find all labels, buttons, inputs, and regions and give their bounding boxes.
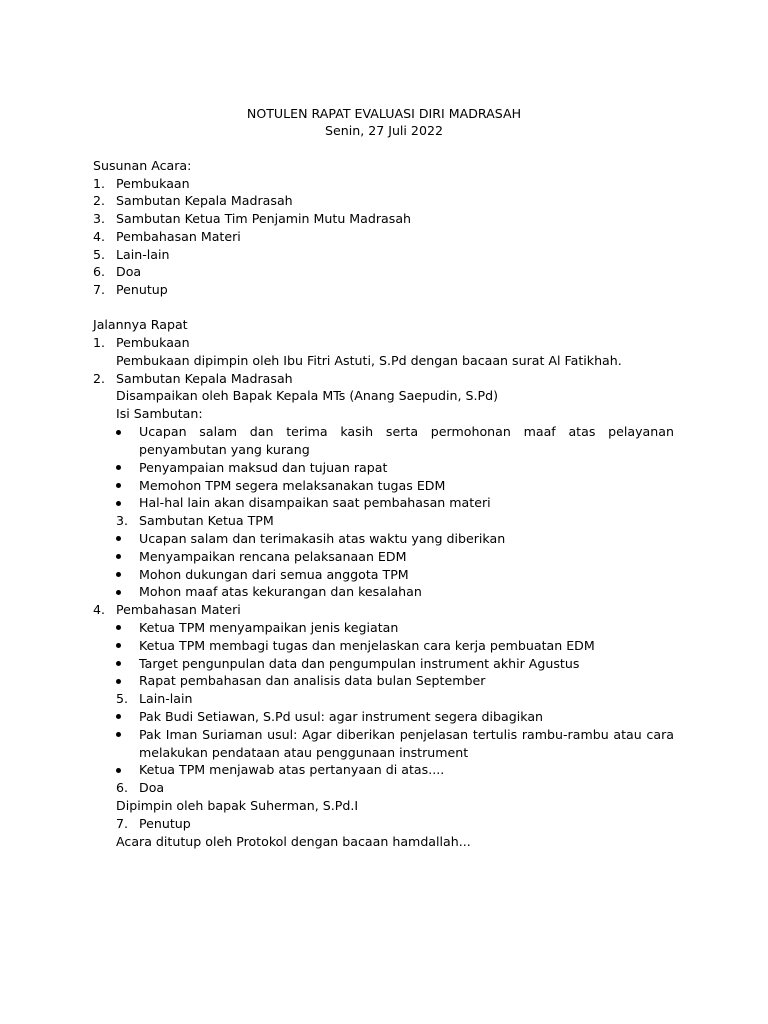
word: penjelasan (399, 727, 469, 742)
section-title: Doa (139, 780, 165, 795)
section-text: Disampaikan oleh Bapak Kepala MTs (Anang Saepudin, S.Pd) (116, 388, 498, 403)
agenda-item-text: Sambutan Ketua Tim Penjamin Mutu Madrasah (116, 211, 412, 226)
section-text: Pembukaan dipimpin oleh Ibu Fitri Astuti, S.Pd dengan bacaan surat Al Fatikhah. (116, 353, 622, 368)
agenda-item-number: 4. (93, 229, 106, 244)
bullet-text: Target pengunpulan data dan pengumpulan instrument akhir Agustus (139, 656, 580, 671)
section-title: Sambutan Ketua TPM (139, 513, 274, 528)
bullet-text: Memohon TPM segera melaksanakan tugas EDM (139, 478, 446, 493)
bullet-text: Rapat pembahasan dan analisis data bulan September (139, 673, 486, 688)
proceedings-heading: Jalannya Rapat (93, 317, 188, 332)
bullet-dot (116, 590, 121, 595)
word: serta (385, 424, 419, 439)
section-number: 6. (116, 780, 129, 795)
word: Agar (302, 727, 332, 742)
word: permohonan (430, 424, 511, 439)
word: salam (199, 424, 238, 439)
bullet-dot (116, 465, 121, 470)
bullet-text: Pak Budi Setiawan, S.Pd usul: agar instrument segera dibagikan (139, 709, 544, 724)
section-text: Acara ditutup oleh Protokol dengan bacaan hamdallah... (116, 834, 471, 849)
bullet-dot (116, 430, 121, 435)
agenda-item-number: 2. (93, 193, 106, 208)
bullet-text: Menyampaikan rencana pelaksanaan EDM (139, 549, 407, 564)
bullet-dot (116, 554, 121, 559)
bullet-text: Hal-hal lain akan disampaikan saat pembahasan materi (139, 495, 491, 510)
word: Suriaman (202, 727, 263, 742)
word: pelayanan (608, 424, 674, 439)
agenda-item-number: 5. (93, 247, 106, 262)
section-title: Pembukaan (116, 335, 190, 350)
word: diberikan (336, 727, 395, 742)
word: atau (613, 727, 642, 742)
agenda-item-number: 1. (93, 176, 106, 191)
section-number: 1. (93, 335, 106, 350)
agenda-item-text: Sambutan Kepala Madrasah (116, 193, 293, 208)
agenda-item-number: 6. (93, 264, 106, 279)
document-title: NOTULEN RAPAT EVALUASI DIRI MADRASAH (246, 106, 522, 121)
agenda-item-text: Penutup (116, 282, 168, 297)
word: tertulis (472, 727, 518, 742)
section-text: Isi Sambutan: (116, 406, 203, 421)
agenda-item-text: Doa (116, 264, 142, 279)
agenda-item-number: 7. (93, 282, 106, 297)
bullet-text: Mohon dukungan dari semua anggota TPM (139, 567, 409, 582)
bullet-text: Ketua TPM menyampaikan jenis kegiatan (139, 620, 399, 635)
bullet-dot (116, 714, 121, 719)
section-title: Lain-lain (139, 691, 193, 706)
bullet-text: Penyampaian maksud dan tujuan rapat (139, 460, 388, 475)
bullet-dot (116, 643, 121, 648)
bullet-text: Ketua TPM menjawab atas pertanyaan di atas.... (139, 762, 445, 777)
bullet-dot (116, 501, 121, 506)
agenda-item-number: 3. (93, 211, 106, 226)
section-number: 3. (116, 513, 129, 528)
section-text: Dipimpin oleh bapak Suherman, S.Pd.I (116, 798, 359, 813)
bullet-dot (116, 732, 121, 737)
bullet-dot (116, 768, 121, 773)
bullet-text: Mohon maaf atas kekurangan dan kesalahan (139, 584, 422, 599)
agenda-item-text: Pembukaan (116, 176, 190, 191)
word: Iman (165, 727, 198, 742)
section-title: Pembahasan Materi (116, 602, 241, 617)
section-title: Sambutan Kepala Madrasah (116, 371, 293, 386)
bullet-dot (116, 572, 121, 577)
document-date: Senin, 27 Juli 2022 (325, 123, 443, 138)
section-number: 2. (93, 371, 106, 386)
bullet-text: penyambutan yang kurang (139, 442, 310, 457)
agenda-heading: Susunan Acara: (93, 158, 192, 173)
agenda-item-text: Lain-lain (116, 247, 170, 262)
bullet-dot (116, 536, 121, 541)
word: cara (646, 727, 674, 742)
word: terima (286, 424, 328, 439)
word: rambu-rambu (521, 727, 609, 742)
word: usul: (267, 727, 298, 742)
bullet-dot (116, 483, 121, 488)
bullet-text: melakukan pendataan atau penggunaan instrument (139, 745, 469, 760)
section-number: 5. (116, 691, 129, 706)
agenda-item-text: Pembahasan Materi (116, 229, 241, 244)
word: kasih (340, 424, 374, 439)
word: Ucapan (139, 424, 187, 439)
bullet-dot (116, 679, 121, 684)
bullet-dot (116, 661, 121, 666)
bullet-text-justified (139, 423, 674, 440)
word: dan (249, 424, 274, 439)
section-number: 4. (93, 602, 106, 617)
bullet-dot (116, 625, 121, 630)
bullet-text: Ketua TPM membagi tugas dan menjelaskan cara kerja pembuatan EDM (139, 638, 595, 653)
word: atas (568, 424, 596, 439)
section-number: 7. (116, 816, 129, 831)
word: Pak (139, 727, 162, 742)
section-title: Penutup (139, 816, 191, 831)
word: maaf (523, 424, 556, 439)
bullet-text: Ucapan salam dan terimakasih atas waktu yang diberikan (139, 531, 506, 546)
bullet-text-justified (139, 726, 674, 743)
